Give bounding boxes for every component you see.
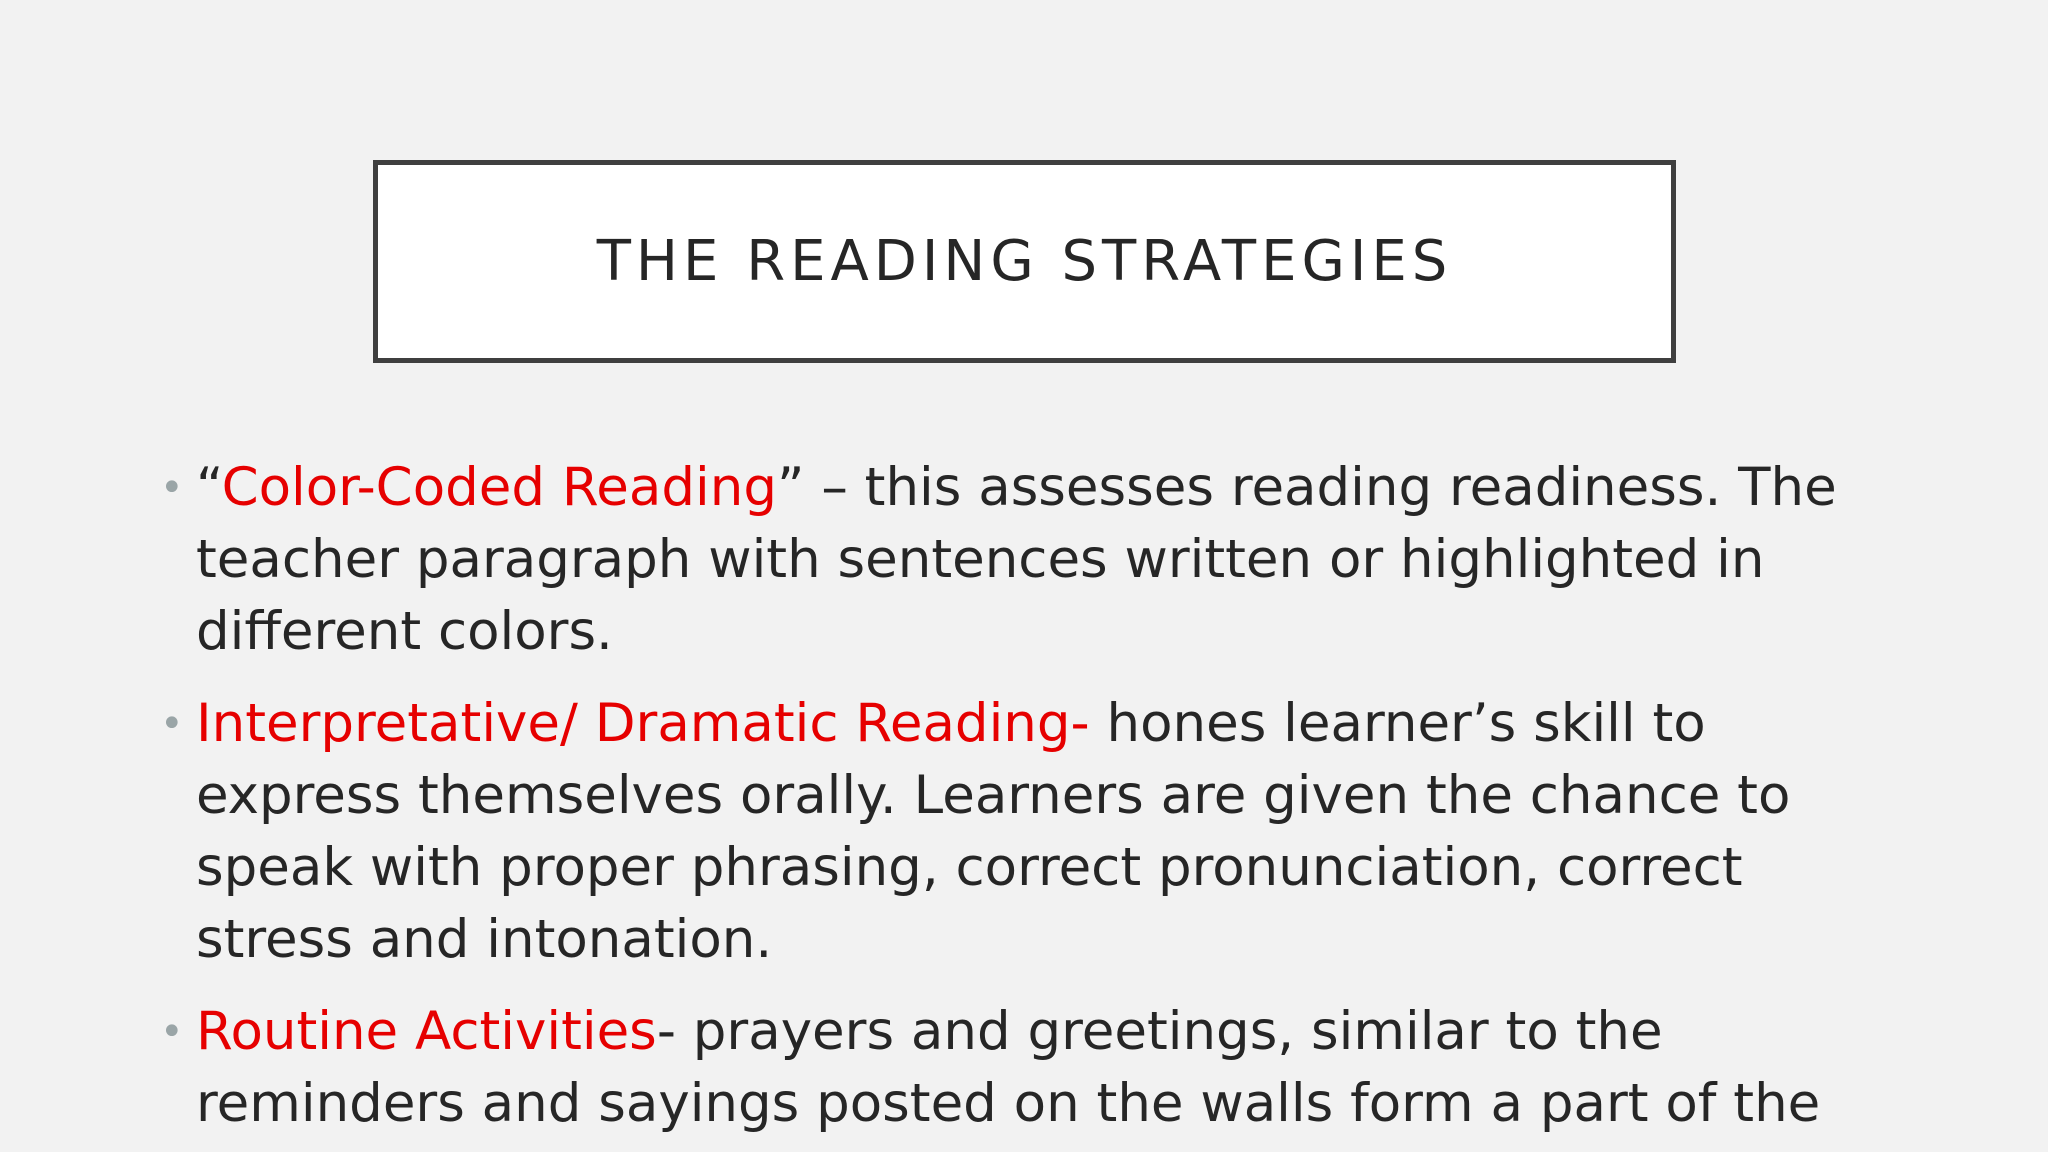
close-quote: ” xyxy=(777,457,805,518)
title-box xyxy=(373,160,1676,363)
bullet-item-color-coded-reading xyxy=(150,452,1910,668)
bullet-icon: • xyxy=(160,701,184,747)
bullet-item-interpretative-reading xyxy=(150,688,1910,976)
bullet-list xyxy=(150,452,1910,1152)
bullet-term: Interpretative/ Dramatic Reading- xyxy=(196,693,1090,754)
bullet-text: - prayers and greetings, similar to the reminders and sayings posted on the walls form a part of the xyxy=(196,1001,1821,1134)
bullet-icon: • xyxy=(160,1009,184,1055)
bullet-term: Routine Activities xyxy=(196,1001,657,1062)
bullet-text: – this assesses reading readiness. The teacher paragraph with sentences written or highlighted in different colors. xyxy=(196,457,1837,662)
open-quote: “ xyxy=(196,457,222,518)
bullet-text: hones learner’s skill to express themselves orally. Learners are given the chance to speak with proper phrasing, correct pronunciation, correct stress and intonation. xyxy=(196,693,1791,970)
bullet-term: Color-Coded Reading xyxy=(221,457,777,518)
bullet-item-routine-activities xyxy=(150,996,1910,1140)
bullet-icon: • xyxy=(160,465,184,511)
slide-title: THE READING STRATEGIES xyxy=(596,229,1453,294)
